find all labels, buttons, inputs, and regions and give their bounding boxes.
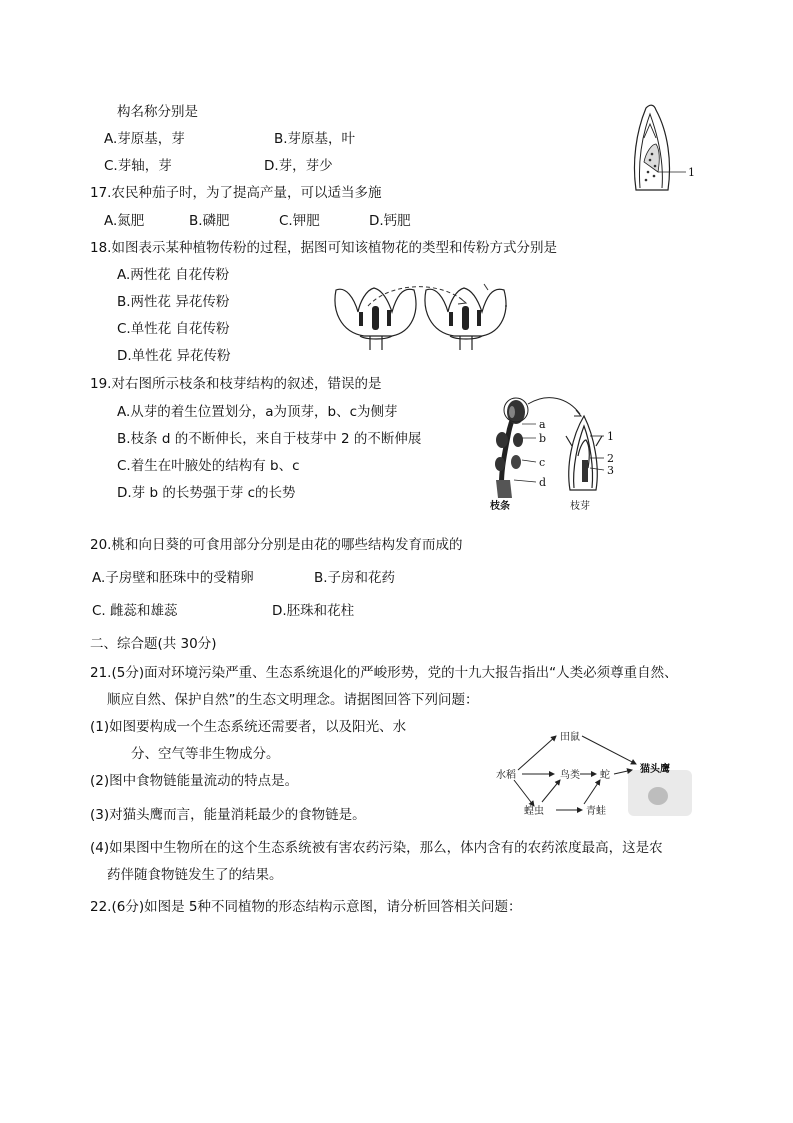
q18-option-a: A.两性花 自花传粉 <box>117 267 230 283</box>
q21-sub2: (2)图中食物链能量流动的特点是。 <box>90 773 299 789</box>
q16-option-c: C.芽轴，芽 <box>104 158 172 174</box>
twig-label-b: b <box>539 432 547 445</box>
q19-option-a: A.从芽的着生位置划分，a为顶芽，b、c为侧芽 <box>117 404 398 420</box>
twig-drawing <box>495 398 528 498</box>
twig-label-d: d <box>539 476 547 489</box>
q20-stem: 20.桃和向日葵的可食用部分分别是由花的哪些结构发育而成的 <box>90 537 463 553</box>
q20-option-d: D.胚珠和花柱 <box>272 603 355 619</box>
q18-option-b: B.两性花 异花传粉 <box>117 294 230 310</box>
organism-field-mouse: 田鼠 <box>560 732 580 743</box>
q18-stem: 18.如图表示某种植物传粉的过程，据图可知该植物花的类型和传粉方式分别是 <box>90 240 557 256</box>
q18-option-d: D.单性花 异花传粉 <box>117 348 231 364</box>
q20-option-c: C. 雌蕊和雄蕊 <box>92 603 178 619</box>
organism-birds: 鸟类 <box>560 770 580 781</box>
q22-stem: 22.(6分)如图是 5种不同植物的形态结构示意图，请分析回答相关问题： <box>90 899 522 915</box>
q17-option-d: D.钙肥 <box>369 213 411 229</box>
q21-stem-line2: 顺应自然、保护自然”的生态文明理念。请据图回答下列问题： <box>107 692 479 708</box>
q21-sub1-line1: (1)如图要构成一个生态系统还需要者，以及阳光、水 <box>90 719 407 735</box>
twig-caption: 枝条 <box>490 501 510 512</box>
q20-option-b: B.子房和花药 <box>314 570 396 586</box>
q17-option-a: A.氮肥 <box>104 213 145 229</box>
bud-label-1: 1 <box>607 430 614 443</box>
q19-option-b: B.枝条 d 的不断伸长，来自于枝芽中 2 的不断伸展 <box>117 431 422 447</box>
organism-owl: 猫头鹰 <box>640 764 670 775</box>
q19-stem: 19.对右图所示枝条和枝芽结构的叙述，错误的是 <box>90 376 382 392</box>
pollination-figure <box>330 276 520 356</box>
q16-figure-label: 1 <box>688 166 695 179</box>
q17-stem: 17.农民种茄子时，为了提高产量，可以适当多施 <box>90 185 382 201</box>
q18-option-c: C.单性花 自花传粉 <box>117 321 230 337</box>
section-title: 二、综合题(共 30分) <box>90 636 217 652</box>
q21-sub1-line2: 分、空气等非生物成分。 <box>131 746 280 762</box>
twig-label-a: a <box>539 418 546 431</box>
bud-label-3: 3 <box>607 464 614 477</box>
q19-option-d: D.芽 b 的长势强于芽 c的长势 <box>117 485 296 501</box>
q21-sub4-line2: 药伴随食物链发生了的结果。 <box>107 867 283 883</box>
q21-stem-line1: 21.(5分)面对环境污染严重、生态系统退化的严峻形势，党的十九大报告指出“人类必须尊重自然、 <box>90 665 678 681</box>
q16-stem-end: 构名称分别是 <box>117 104 198 120</box>
organism-frog: 青蛙 <box>586 806 606 817</box>
q21-sub4-line1: (4)如果图中生物所在的这个生态系统被有害农药污染，那么，体内含有的农药浓度最高，这是农 <box>90 840 663 856</box>
q17-option-c: C.钾肥 <box>279 213 320 229</box>
q20-option-a: A.子房壁和胚珠中的受精卵 <box>92 570 254 586</box>
q16-option-a: A.芽原基，芽 <box>104 131 185 147</box>
q21-sub3: (3)对猫头鹰而言，能量消耗最少的食物链是。 <box>90 807 366 823</box>
bud-figure-q16 <box>628 102 700 194</box>
organism-snake: 蛇 <box>600 770 610 781</box>
organism-rice: 水稻 <box>496 770 516 781</box>
twig-label-c: c <box>539 456 546 469</box>
food-web-figure <box>494 728 694 818</box>
bud-caption: 枝芽 <box>570 501 590 512</box>
q16-option-b: B.芽原基，叶 <box>274 131 356 147</box>
q19-option-c: C.着生在叶腋处的结构有 b、c <box>117 458 300 474</box>
twig-bud-figure <box>488 396 648 514</box>
q17-option-b: B.磷肥 <box>189 213 230 229</box>
q16-option-d: D.芽，芽少 <box>264 158 333 174</box>
bud-label-2: 2 <box>607 452 614 465</box>
organism-locust: 蝗虫 <box>524 806 544 817</box>
